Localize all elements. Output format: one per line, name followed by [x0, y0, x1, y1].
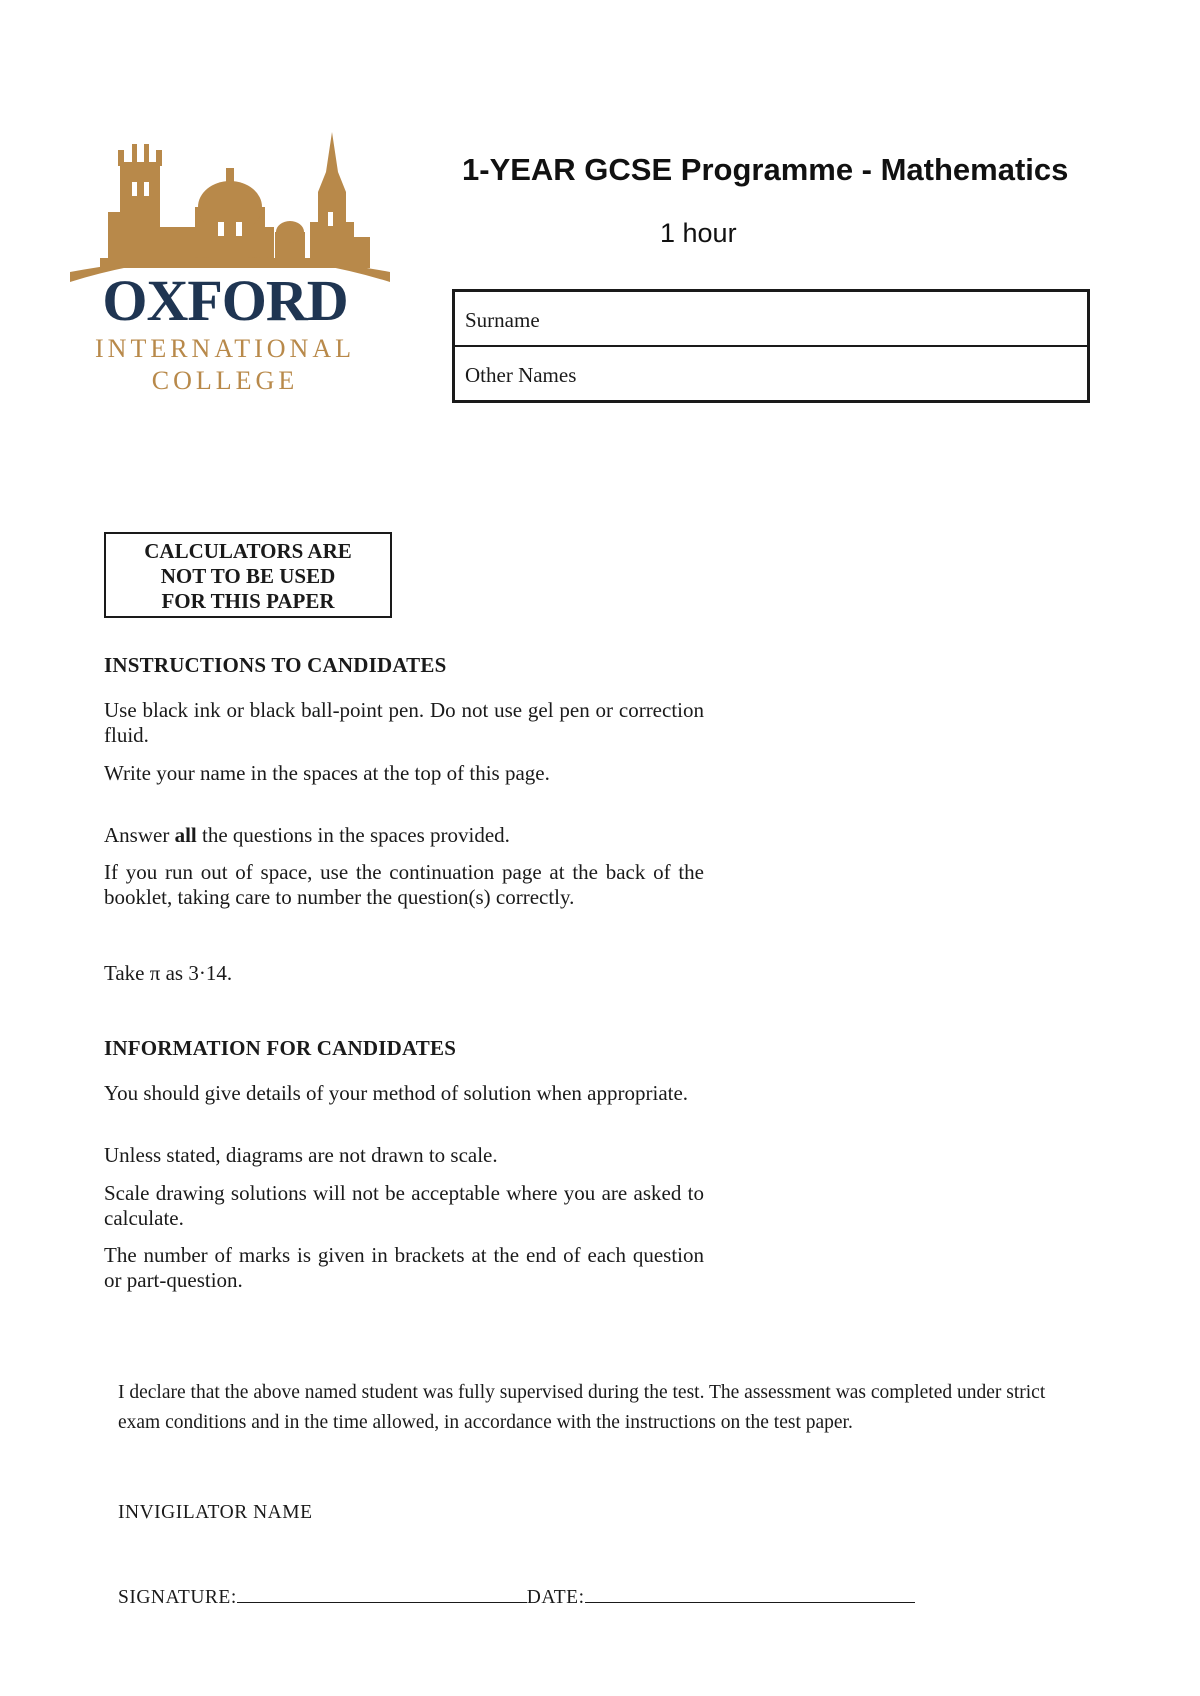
paper-title: 1-YEAR GCSE Programme - Mathematics	[462, 152, 1069, 187]
other-names-field[interactable]	[455, 347, 1087, 402]
calculator-notice-line: NOT TO BE USED	[160, 564, 336, 588]
date-label: DATE:	[526, 1587, 585, 1608]
instruction-answer-suffix: the questions in the spaces provided.	[196, 823, 510, 847]
information-scale: Unless stated, diagrams are not drawn to scale.	[104, 1143, 498, 1167]
signature-line[interactable]	[237, 1584, 527, 1603]
information-method: You should give details of your method of solution when appropriate.	[104, 1081, 689, 1105]
instruction-ink: Use black ink or black ball-point pen. Do not use gel pen or correction fluid.	[104, 698, 704, 747]
other-names-label: Other Names	[465, 363, 577, 387]
signature-label: SIGNATURE:	[118, 1587, 237, 1608]
surname-field[interactable]	[455, 292, 1087, 347]
logo-oxford-text: OXFORD	[102, 268, 348, 333]
calculator-notice-line: CALCULATORS ARE	[144, 539, 352, 563]
college-logo	[70, 132, 390, 402]
invigilator-name-label: INVIGILATOR NAME	[118, 1502, 313, 1523]
instruction-answer-all	[104, 823, 704, 848]
information-marks: The number of marks is given in brackets at the end of each question or part-question.	[104, 1243, 704, 1292]
instruction-continuation: If you run out of space, use the continuation page at the back of the booklet, taking care to number the question(s) correctly.	[104, 860, 704, 909]
instruction-answer-prefix: Answer	[104, 823, 175, 847]
logo-college-text: COLLEGE	[151, 366, 299, 395]
skyline-icon	[70, 132, 390, 282]
instruction-pi: Take π as 3·14.	[104, 961, 233, 985]
candidate-name-table	[452, 289, 1090, 403]
instruction-answer-emphasis: all	[174, 823, 197, 847]
calculator-notice	[104, 532, 392, 618]
calculator-notice-line: FOR THIS PAPER	[161, 589, 335, 613]
date-line[interactable]	[585, 1584, 915, 1603]
paper-duration: 1 hour	[660, 218, 737, 248]
information-heading: INFORMATION FOR CANDIDATES	[104, 1036, 457, 1060]
instruction-name: Write your name in the spaces at the top of this page.	[104, 761, 550, 785]
signature-row	[118, 1584, 915, 1609]
instructions-heading: INSTRUCTIONS TO CANDIDATES	[104, 653, 447, 677]
invigilator-declaration: I declare that the above named student was fully supervised during the test. The assessment was completed under strict exam conditions and in the time allowed, in accordance with the instructions on the test paper.	[118, 1382, 1046, 1433]
surname-label: Surname	[465, 308, 540, 332]
logo-international-text: INTERNATIONAL	[95, 334, 355, 363]
information-scale-drawing: Scale drawing solutions will not be acceptable where you are asked to calculate.	[104, 1181, 704, 1230]
